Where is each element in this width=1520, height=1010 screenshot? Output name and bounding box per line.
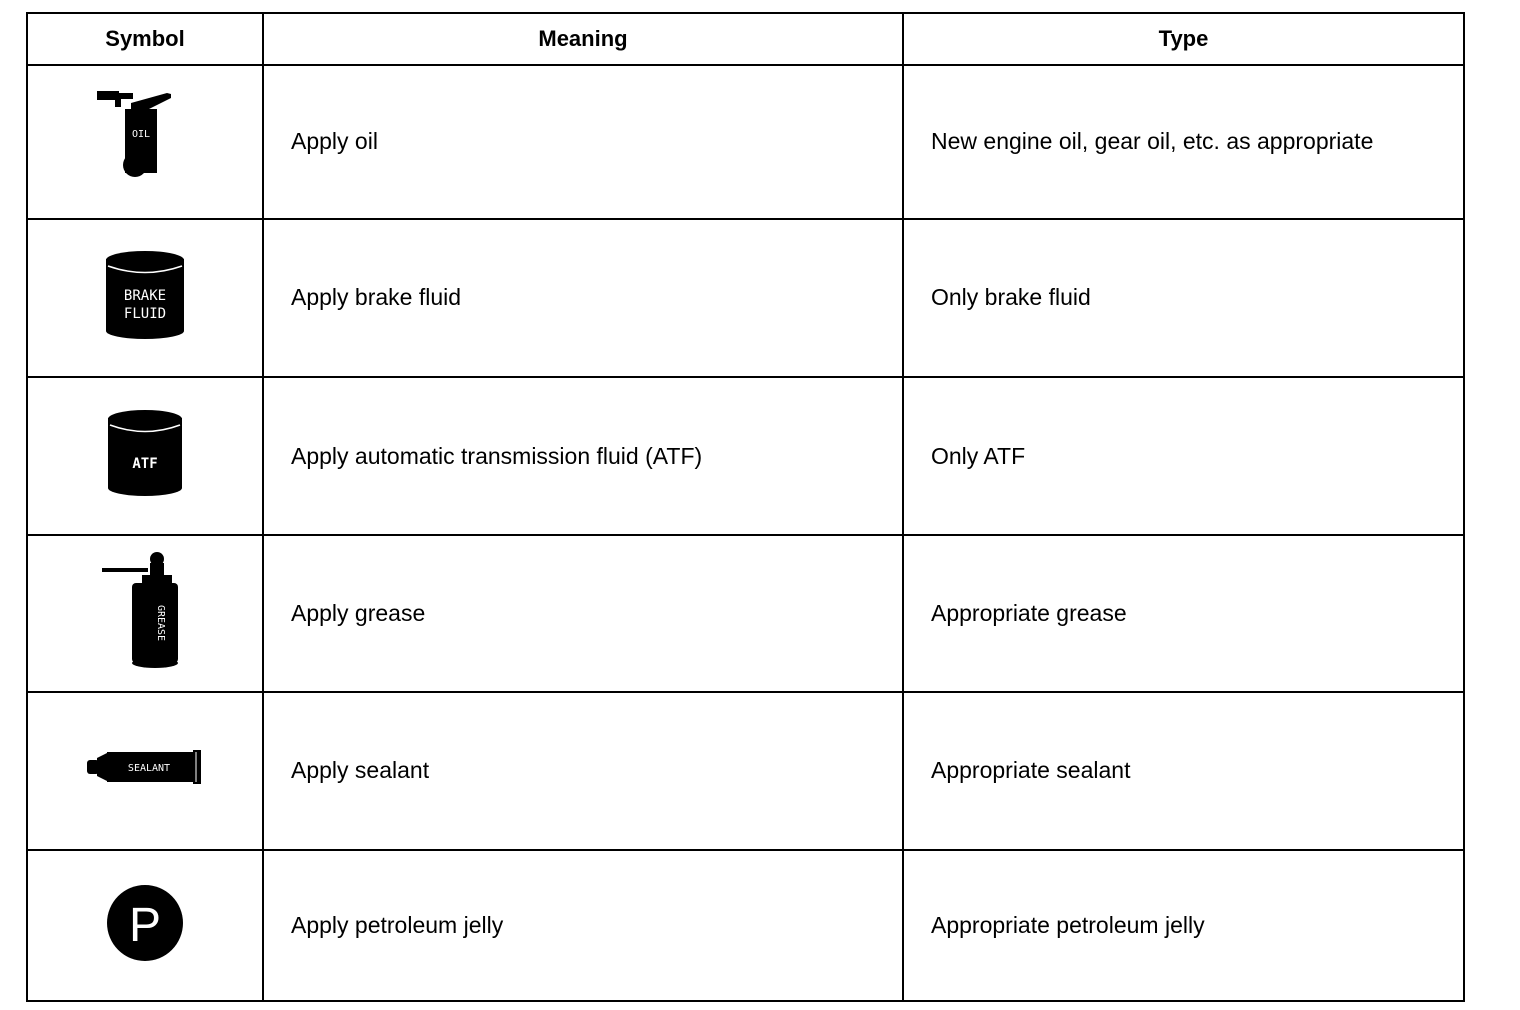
oil-can-icon [85,89,205,189]
meaning-cell: Apply petroleum jelly [263,850,903,1001]
meaning-cell: Apply sealant [263,692,903,851]
header-symbol: Symbol [27,13,263,65]
table-row-brake-fluid [27,219,1464,378]
sealant-tube-icon [85,748,205,788]
symbol-cell [27,377,263,535]
type-cell: Only ATF [903,377,1464,535]
type-cell: New engine oil, gear oil, etc. as appropriate [903,65,1464,219]
oil-label: OIL [131,128,151,140]
atf-can-icon [102,408,188,498]
petroleum-jelly-label: P [128,898,162,952]
symbol-cell [27,850,263,1001]
meaning-cell: Apply oil [263,65,903,219]
meaning-cell: Apply grease [263,535,903,692]
type-cell: Appropriate grease [903,535,1464,692]
symbol-cell [27,219,263,378]
table-row-sealant [27,692,1464,851]
table-row-atf [27,377,1464,535]
type-cell: Appropriate petroleum jelly [903,850,1464,1001]
symbol-cell [27,692,263,851]
sealant-label: SEALANT [127,762,171,774]
symbol-cell [27,65,263,219]
petroleum-jelly-icon [105,883,185,963]
header-row [27,13,1464,65]
atf-label: ATF [132,456,158,473]
meaning-cell: Apply brake fluid [263,219,903,378]
brake-label-line1: BRAKE [123,287,167,304]
table-row-grease [27,535,1464,692]
brake-fluid-can-icon [100,249,190,341]
table-row-oil [27,65,1464,219]
symbol-table [26,12,1465,1002]
table-row-petroleum-jelly [27,850,1464,1001]
symbol-cell [27,535,263,692]
type-cell: Appropriate sealant [903,692,1464,851]
header-meaning: Meaning [263,13,903,65]
meaning-cell: Apply automatic transmission fluid (ATF) [263,377,903,535]
grease-label: GREASE [155,605,166,642]
header-type: Type [903,13,1464,65]
brake-label-line2: FLUID [123,305,167,322]
grease-gun-icon [100,551,190,669]
type-cell: Only brake fluid [903,219,1464,378]
